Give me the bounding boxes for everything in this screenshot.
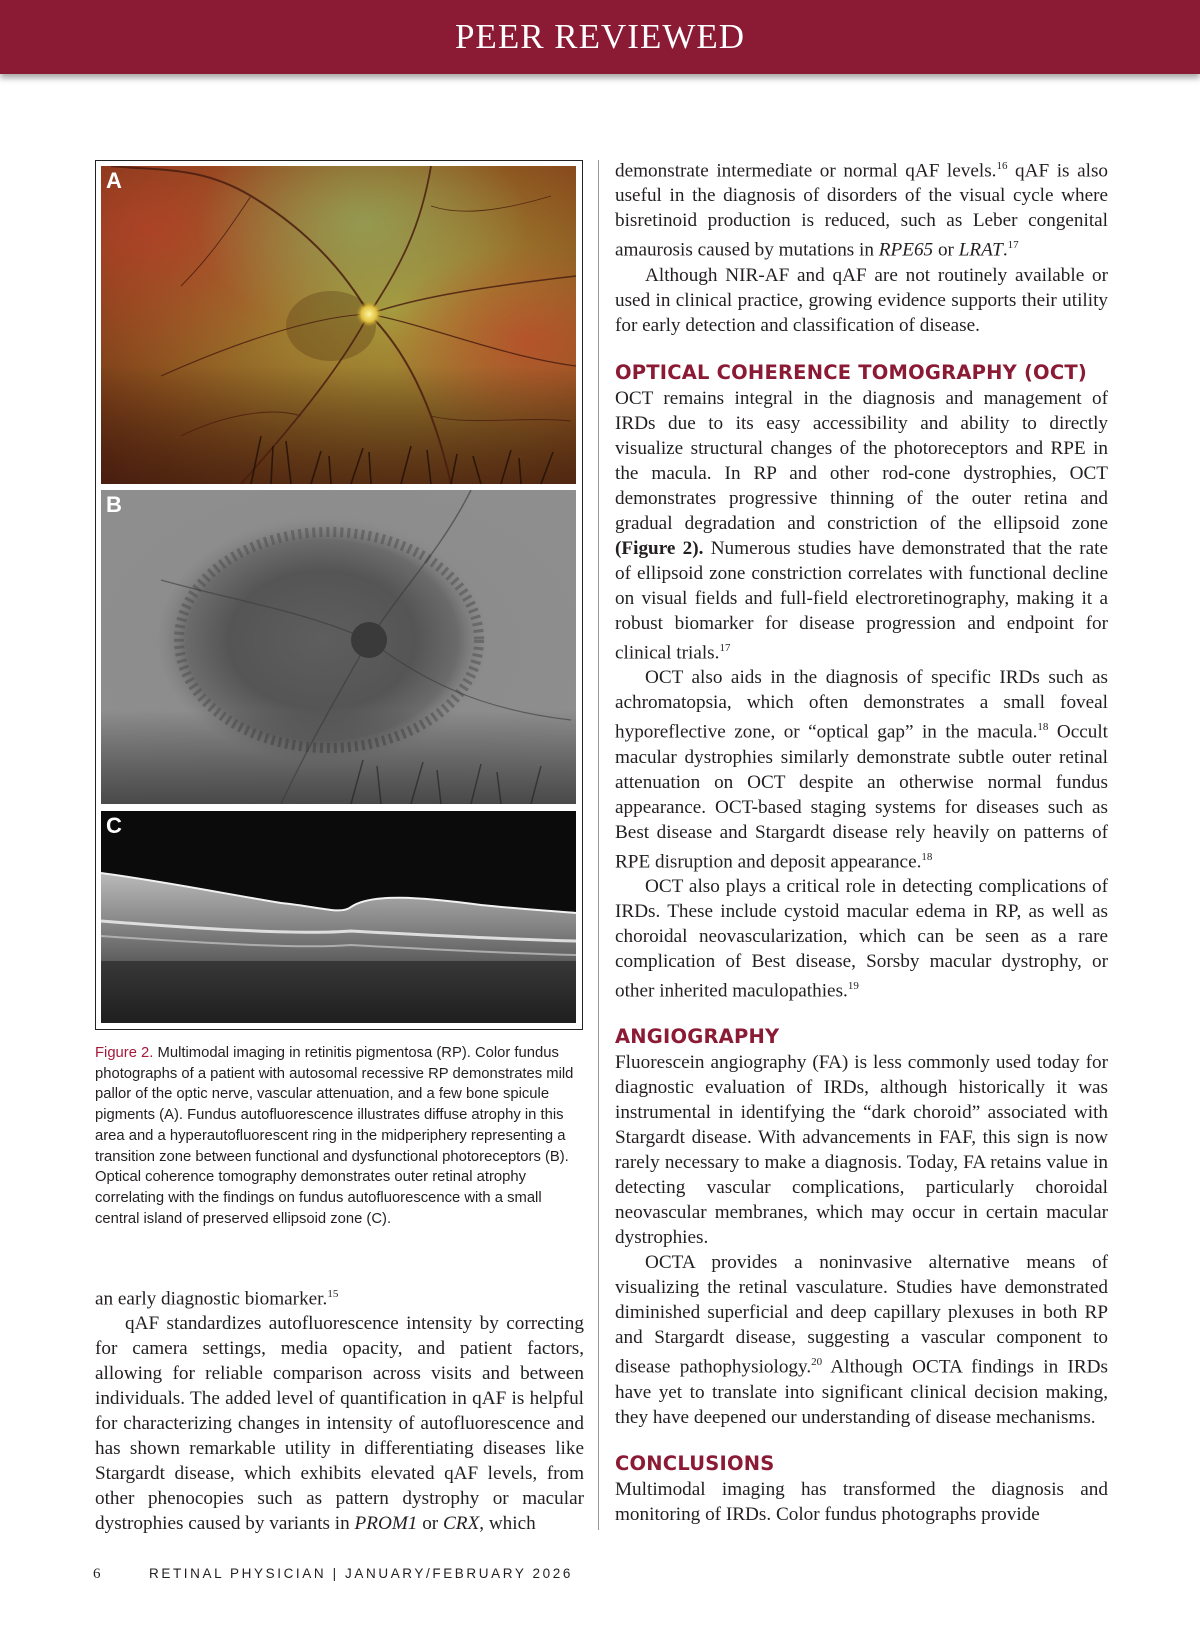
panel-label-c: C <box>106 813 122 838</box>
caption-label: Figure 2. <box>95 1045 154 1061</box>
reference-superscript: 17 <box>719 641 731 654</box>
paragraph <box>615 1250 1108 1429</box>
reference-superscript: 20 <box>811 1356 823 1369</box>
text: demonstrate intermediate or normal qAF levels. <box>615 160 997 182</box>
page-footer <box>93 1565 573 1583</box>
paragraph <box>95 1311 584 1536</box>
reference-superscript: 18 <box>921 850 933 863</box>
figure-caption <box>95 1043 583 1229</box>
text: qAF standardizes autofluorescence intensity by correcting for camera settings, media opacity, and patient factors, allowing for reliable comparison across visits and between individuals. The added level of quantification in qAF is helpful for characterizing changes in intensity of autofluorescence and has shown remarkable utility in differentiating diseases like Stargardt disease, which exhibits elevated qAF levels, from other phenocopies such as pattern dystrophy or macular dystrophies caused by variants in <box>95 1313 584 1535</box>
panel-label-b: B <box>106 492 122 517</box>
text: or <box>417 1513 443 1535</box>
text: , which <box>479 1513 536 1535</box>
section-heading-conclusions: CONCLUSIONS <box>615 1451 775 1475</box>
paragraph <box>615 874 1108 1003</box>
gene-name: RPE65 <box>878 239 934 261</box>
paragraph: Although NIR-AF and qAF are not routinely available or used in clinical practice, growing evidence supports their utility for early detection and classification of disease. <box>615 264 1108 336</box>
header-banner <box>0 0 1200 74</box>
caption-text: Multimodal imaging in retinitis pigmentosa (RP). Color fundus photographs of a patient with autosomal recessive RP demonstrates mild pallor of the optic nerve, vascular attenuation, and a few bone spicule pigments (A). Fundus autofluorescence illustrates diffuse atrophy in this area and a hyperautofluorescent ring in the midperiphery representing a transition zone between functional and dysfunctional photoreceptors (B). Optical coherence tomography demonstrates outer retinal atrophy correlating with the findings on fundus autofluorescence with a small central island of preserved ellipsoid zone (C). <box>95 1045 574 1227</box>
section-heading-angiography: ANGIOGRAPHY <box>615 1025 780 1049</box>
paragraph <box>615 154 1108 263</box>
gene-name: PROM1 <box>354 1513 418 1535</box>
gene-name: LRAT <box>958 239 1003 261</box>
text: . <box>1002 239 1008 261</box>
paragraph <box>615 386 1108 665</box>
publication-info: RETINAL PHYSICIAN | JANUARY/FEBRUARY 2026 <box>149 1566 573 1581</box>
text: qAF is also useful in the diagnosis of disorders of the visual cycle where bisretinoid production is reduced, such as Leber congenital amaurosis caused by mutations in <box>615 160 1108 261</box>
text: OCT also aids in the diagnosis of specific IRDs such as achromatopsia, which often demonstrates a small foveal hyporeflective zone, or “optical gap” in the macula. <box>615 667 1108 743</box>
reference-superscript: 17 <box>1007 239 1019 252</box>
panel-c-oct-scan <box>101 811 576 1023</box>
text: Numerous studies have demonstrated that the rate of ellipsoid zone constriction correlates with functional decline on visual fields and full-field electroretinography, making it a robust biomarker for disease progression and endpoint for clinical trials. <box>615 537 1108 664</box>
panel-a-color-fundus <box>101 166 576 484</box>
paragraph <box>95 1282 584 1311</box>
panel-b-fundus-autofluorescence <box>101 490 576 804</box>
left-column <box>95 1282 584 1536</box>
paragraph <box>615 665 1108 874</box>
section-heading-oct: OPTICAL COHERENCE TOMOGRAPHY (OCT) <box>615 360 1087 384</box>
text: OCTA provides a noninvasive alternative means of visualizing the retinal vasculature. Studies have demonstrated diminished superficial and deep capillary plexuses in both RP and Stargardt disease, suggesting a vascular component to disease pathophysiology. <box>615 1252 1108 1378</box>
page-number: 6 <box>93 1566 101 1582</box>
figure-reference: (Figure 2). <box>615 537 704 559</box>
text: Occult macular dystrophies similarly demonstrate subtle outer retinal attenuation on OCT despite an otherwise normal fundus appearance. OCT-based staging systems for diseases such as Best disease and Stargardt disease rely heavily on patterns of RPE disruption and deposit appearance. <box>615 721 1108 872</box>
paragraph: Multimodal imaging has transformed the diagnosis and monitoring of IRDs. Color fundus photographs provide <box>615 1478 1108 1525</box>
reference-superscript: 18 <box>1037 721 1049 734</box>
text: Although OCTA findings in IRDs have yet to translate into significant clinical decision making, they have deepened our understanding of disease mechanisms. <box>615 1356 1108 1428</box>
text: OCT remains integral in the diagnosis and management of IRDs due to its easy accessibility and ability to directly visualize structural changes of the photoreceptors and RPE in the macula. In RP and other rod-cone dystrophies, OCT demonstrates progressive thinning of the outer retina and gradual degradation and constriction of the ellipsoid zone <box>615 387 1108 534</box>
reference-superscript: 15 <box>327 1288 339 1300</box>
right-column <box>615 154 1108 1527</box>
text: an early diagnostic biomarker. <box>95 1288 328 1310</box>
reference-superscript: 19 <box>847 979 859 992</box>
figure-2 <box>95 160 583 1030</box>
paragraph: Fluorescein angiography (FA) is less commonly used today for diagnostic evaluation of IRDs, although historically it was instrumental in identifying the “dark choroid” associated with Stargardt disease. With advancements in FAF, this sign is now rarely necessary to make a diagnosis. Today, FA retains value in detecting vascular complications, particularly choroidal neovascular membranes, which may occur in certain macular dystrophies. <box>615 1052 1108 1249</box>
column-divider <box>598 160 599 1530</box>
text: or <box>933 239 959 261</box>
section-title: PEER REVIEWED <box>454 17 746 56</box>
panel-label-a: A <box>106 168 122 193</box>
text: OCT also plays a critical role in detecting complications of IRDs. These include cystoid macular edema in RP, as well as choroidal neovascularization, which can be seen as a rare complication of Best disease, Sorsby macular dystrophy, or other inherited maculopathies. <box>615 875 1108 1002</box>
reference-superscript: 16 <box>996 160 1008 172</box>
gene-name: CRX <box>442 1513 480 1535</box>
